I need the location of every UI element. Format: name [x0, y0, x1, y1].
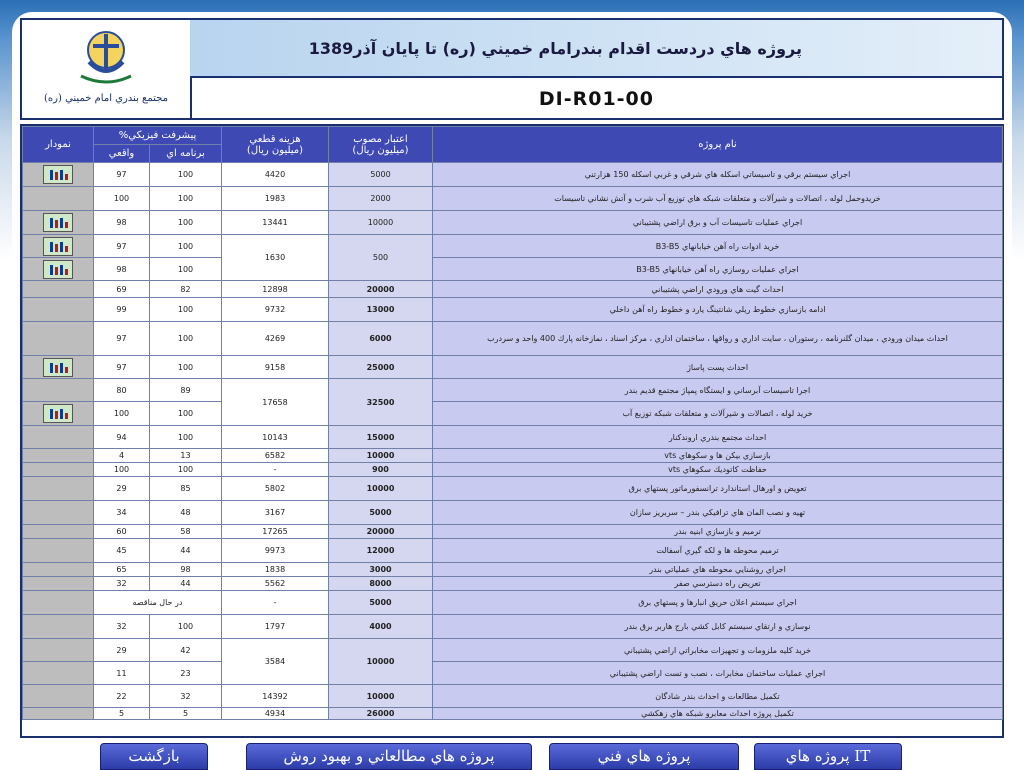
actual-progress-cell: 45	[94, 539, 150, 563]
project-name-cell: نوسازي و ارتقاي سيستم كابل كشي بارج هاربر برق بندر	[433, 615, 1003, 639]
credit-cell: 3000	[329, 563, 433, 577]
chart-cell	[23, 449, 94, 463]
chart-cell[interactable]	[23, 258, 94, 281]
final-cost-cell: 5562	[222, 577, 329, 591]
chart-cell	[23, 662, 94, 685]
final-cost-cell: -	[222, 463, 329, 477]
actual-progress-cell: 97	[94, 163, 150, 187]
final-cost-cell: 17658	[222, 379, 329, 426]
final-cost-cell: 4934	[222, 708, 329, 720]
project-name-cell: اجراي عمليات روسازي راه آهن خيابانهاي B3-B5	[433, 258, 1003, 281]
project-name-cell: تهيه و نصب المان هاي ترافيكي بندر – سربريز سازان	[433, 501, 1003, 525]
planned-progress-cell: 100	[150, 163, 222, 187]
planned-progress-cell: 32	[150, 685, 222, 708]
credit-cell: 500	[329, 235, 433, 281]
planned-progress-cell: 89	[150, 379, 222, 402]
final-cost-cell: 1838	[222, 563, 329, 577]
planned-progress-cell: 13	[150, 449, 222, 463]
back-button[interactable]: بازگشت	[100, 743, 208, 770]
actual-progress-cell: 11	[94, 662, 150, 685]
actual-progress-cell: 97	[94, 356, 150, 379]
final-cost-cell: 13441	[222, 211, 329, 235]
final-cost-cell: 4269	[222, 322, 329, 356]
col-planned-header: برنامه اي	[150, 145, 222, 163]
chart-cell	[23, 539, 94, 563]
title-bar	[190, 20, 1002, 78]
footer-nav	[20, 740, 1004, 768]
planned-progress-cell: 100	[150, 356, 222, 379]
chart-cell	[23, 615, 94, 639]
page-title: پروژه هاي دردست اقدام بندرامام خميني (ره) تا پايان آذر1389	[308, 38, 802, 58]
projects-table-wrap	[20, 124, 1004, 738]
bar-chart-icon[interactable]	[43, 358, 73, 377]
final-cost-cell: 3167	[222, 501, 329, 525]
actual-progress-cell: 98	[94, 211, 150, 235]
credit-cell: 8000	[329, 577, 433, 591]
planned-progress-cell: 44	[150, 539, 222, 563]
org-name: مجتمع بندري امام خميني (ره)	[44, 93, 168, 104]
credit-cell: 5000	[329, 501, 433, 525]
col-progress-header: %پيشرفت فيزيكي	[94, 127, 222, 145]
actual-progress-cell: 22	[94, 685, 150, 708]
final-cost-cell: 9973	[222, 539, 329, 563]
actual-progress-cell: 32	[94, 577, 150, 591]
projects-table-body	[23, 163, 1003, 720]
planned-progress-cell: 23	[150, 662, 222, 685]
col-credit-title: اعتبار مصوب	[353, 133, 408, 145]
credit-cell: 10000	[329, 477, 433, 501]
project-name-cell: اجرا تاسيسات آبرساني و ايستگاه پمپاژ مجتمع قديم بندر	[433, 379, 1003, 402]
chart-cell	[23, 426, 94, 449]
actual-progress-cell: 29	[94, 477, 150, 501]
actual-progress-cell: 32	[94, 615, 150, 639]
col-cost-title: هزينه قطعي	[249, 133, 301, 145]
bar-chart-icon[interactable]	[43, 237, 73, 256]
final-cost-cell: 9158	[222, 356, 329, 379]
technical-projects-button[interactable]: پروژه هاي فني	[549, 743, 739, 770]
final-cost-cell: 14392	[222, 685, 329, 708]
credit-cell: 13000	[329, 298, 433, 322]
planned-progress-cell: 48	[150, 501, 222, 525]
code-bar	[190, 80, 1002, 118]
credit-cell: 10000	[329, 685, 433, 708]
study-projects-button[interactable]: پروژه هاي مطالعاتي و بهبود روش	[246, 743, 532, 770]
col-cost-header	[222, 127, 329, 163]
table-row	[23, 662, 1003, 685]
project-name-cell: اجراي عمليات ساختمان مخابرات ، نصب و تست اراضي پشتيباني	[433, 662, 1003, 685]
project-name-cell: تعريض راه دسترسي صفر	[433, 577, 1003, 591]
table-row	[23, 539, 1003, 563]
table-row	[23, 402, 1003, 426]
project-name-cell: احداث ميدان ورودي ، ميدان گلنرنامه ، رستوران ، سايت اداري و رواقها ، ساختمان اداري ، مركز اسناد ، نمازخانه پارك 400 واحد و سردرب	[433, 322, 1003, 356]
col-name-header: نام پروژه	[433, 127, 1003, 163]
planned-progress-cell: 44	[150, 577, 222, 591]
bar-chart-icon[interactable]	[43, 260, 73, 279]
chart-cell[interactable]	[23, 402, 94, 426]
planned-progress-cell: 100	[150, 426, 222, 449]
final-cost-cell: 1797	[222, 615, 329, 639]
actual-progress-cell: 5	[94, 708, 150, 720]
table-row	[23, 211, 1003, 235]
final-cost-cell: 9732	[222, 298, 329, 322]
credit-cell: 10000	[329, 639, 433, 685]
table-row	[23, 187, 1003, 211]
actual-progress-cell: 94	[94, 426, 150, 449]
final-cost-cell: 3584	[222, 639, 329, 685]
chart-cell	[23, 525, 94, 539]
project-name-cell: ترميم محوطه ها و لكه گيري آسفالت	[433, 539, 1003, 563]
credit-cell: 10000	[329, 449, 433, 463]
table-row	[23, 298, 1003, 322]
project-name-cell: تكميل مطالعات و احداث بندر شادگان	[433, 685, 1003, 708]
chart-cell[interactable]	[23, 211, 94, 235]
bar-chart-icon[interactable]	[43, 404, 73, 423]
final-cost-cell: -	[222, 591, 329, 615]
table-row	[23, 685, 1003, 708]
col-chart-header: نمودار	[23, 127, 94, 163]
final-cost-cell: 10143	[222, 426, 329, 449]
final-cost-cell: 12898	[222, 281, 329, 298]
document-code: DI-R01-00	[538, 88, 654, 110]
table-row	[23, 477, 1003, 501]
chart-cell	[23, 322, 94, 356]
chart-cell	[23, 577, 94, 591]
final-cost-cell: 17265	[222, 525, 329, 539]
table-row	[23, 591, 1003, 615]
table-row	[23, 235, 1003, 258]
header	[20, 18, 1004, 120]
credit-cell: 900	[329, 463, 433, 477]
bar-chart-icon[interactable]	[43, 213, 73, 232]
chart-cell[interactable]	[23, 163, 94, 187]
project-name-cell: خريدوحمل لوله ، اتصالات و شيرآلات و متعلقات شبكه هاي توزيع آب شرب و آتش نشاني تاسيسات	[433, 187, 1003, 211]
project-name-cell: احداث پست پاساژ	[433, 356, 1003, 379]
table-row	[23, 379, 1003, 402]
credit-cell: 10000	[329, 211, 433, 235]
planned-progress-cell: 100	[150, 187, 222, 211]
col-credit-unit: (ميليون ريال)	[352, 144, 409, 156]
actual-progress-cell: 69	[94, 281, 150, 298]
planned-progress-cell: 5	[150, 708, 222, 720]
actual-progress-cell: 98	[94, 258, 150, 281]
table-row	[23, 563, 1003, 577]
project-name-cell: خريد لوله ، اتصالات و شيرآلات و متعلقات شبكه توزيع آب	[433, 402, 1003, 426]
planned-progress-cell: 42	[150, 639, 222, 662]
project-name-cell: خريد ادوات راه آهن خيابانهاي B3-B5	[433, 235, 1003, 258]
planned-progress-cell: 100	[150, 402, 222, 426]
credit-cell: 5000	[329, 163, 433, 187]
project-name-cell: اجراي سيستم اعلان حريق انبارها و پستهاي برق	[433, 591, 1003, 615]
final-cost-cell: 4420	[222, 163, 329, 187]
planned-progress-cell: 100	[150, 463, 222, 477]
table-row	[23, 501, 1003, 525]
table-row	[23, 615, 1003, 639]
table-row	[23, 525, 1003, 539]
actual-progress-cell: 34	[94, 501, 150, 525]
table-row	[23, 577, 1003, 591]
table-row	[23, 163, 1003, 187]
chart-cell	[23, 477, 94, 501]
project-name-cell: ادامه بازسازي خطوط ريلي شانتينگ يارد و خطوط راه آهن داخلي	[433, 298, 1003, 322]
table-row	[23, 449, 1003, 463]
table-row	[23, 356, 1003, 379]
actual-progress-cell: 29	[94, 639, 150, 662]
credit-cell: 20000	[329, 281, 433, 298]
project-name-cell: اجراي روشنايي محوطه هاي عملياتي بندر	[433, 563, 1003, 577]
table-row	[23, 708, 1003, 720]
planned-progress-cell: 100	[150, 322, 222, 356]
credit-cell: 20000	[329, 525, 433, 539]
actual-progress-cell: 100	[94, 463, 150, 477]
project-name-cell: اجراي سيستم برقي و تاسيساتي اسكله هاي شرقي و غربي اسكله 150 هزارتني	[433, 163, 1003, 187]
col-actual-header: واقعي	[94, 145, 150, 163]
chart-cell[interactable]	[23, 235, 94, 258]
actual-progress-cell: 4	[94, 449, 150, 463]
project-name-cell: حفاظت كاتوديك سكوهاي vts	[433, 463, 1003, 477]
chart-cell	[23, 187, 94, 211]
actual-progress-cell: 97	[94, 235, 150, 258]
project-name-cell: بازسازي بيكن ها و سكوهاي vts	[433, 449, 1003, 463]
final-cost-cell: 1983	[222, 187, 329, 211]
final-cost-cell: 5802	[222, 477, 329, 501]
credit-cell: 5000	[329, 591, 433, 615]
chart-cell	[23, 708, 94, 720]
final-cost-cell: 1630	[222, 235, 329, 281]
project-name-cell: ترميم و بازسازي ابنيه بندر	[433, 525, 1003, 539]
planned-progress-cell: 100	[150, 298, 222, 322]
table-row	[23, 639, 1003, 662]
table-row	[23, 463, 1003, 477]
credit-cell: 12000	[329, 539, 433, 563]
credit-cell: 15000	[329, 426, 433, 449]
actual-progress-cell: 80	[94, 379, 150, 402]
final-cost-cell: 6582	[222, 449, 329, 463]
col-cost-unit: (ميليون ريال)	[246, 144, 304, 156]
credit-cell: 4000	[329, 615, 433, 639]
planned-progress-cell: 58	[150, 525, 222, 539]
credit-cell: 26000	[329, 708, 433, 720]
table-row	[23, 258, 1003, 281]
it-projects-button[interactable]: پروژه هاي IT	[754, 743, 902, 770]
chart-cell	[23, 379, 94, 402]
chart-cell	[23, 639, 94, 662]
credit-cell: 25000	[329, 356, 433, 379]
actual-progress-cell: 97	[94, 322, 150, 356]
actual-progress-cell: 99	[94, 298, 150, 322]
table-row	[23, 281, 1003, 298]
chart-cell[interactable]	[23, 356, 94, 379]
planned-progress-cell: 100	[150, 211, 222, 235]
chart-cell	[23, 501, 94, 525]
actual-progress-cell: 60	[94, 525, 150, 539]
planned-progress-cell: 98	[150, 563, 222, 577]
status-cell: در حال مناقصه	[94, 591, 222, 615]
port-logo-icon	[71, 26, 141, 88]
credit-cell: 6000	[329, 322, 433, 356]
project-name-cell: تعويض و اورهال استاندارد ترانسفورماتور پستهاي برق	[433, 477, 1003, 501]
planned-progress-cell: 100	[150, 235, 222, 258]
projects-table	[22, 126, 1003, 720]
project-name-cell: اجراي عمليات تاسيسات آب و برق اراضي پشتيباني	[433, 211, 1003, 235]
planned-progress-cell: 85	[150, 477, 222, 501]
planned-progress-cell: 100	[150, 258, 222, 281]
planned-progress-cell: 82	[150, 281, 222, 298]
planned-progress-cell: 100	[150, 615, 222, 639]
chart-cell	[23, 281, 94, 298]
logo-cell	[22, 20, 192, 118]
chart-cell	[23, 298, 94, 322]
credit-cell: 32500	[329, 379, 433, 426]
table-row	[23, 322, 1003, 356]
chart-cell	[23, 591, 94, 615]
project-name-cell: تكميل پروژه احداث معابرو شبكه هاي زهكشي	[433, 708, 1003, 720]
project-name-cell: احداث مجتمع بندري اروندكنار	[433, 426, 1003, 449]
col-credit-header	[329, 127, 433, 163]
actual-progress-cell: 100	[94, 187, 150, 211]
credit-cell: 2000	[329, 187, 433, 211]
chart-cell	[23, 463, 94, 477]
project-name-cell: خريد كليه ملزومات و تجهيزات مخابراتي اراضي پشتيباني	[433, 639, 1003, 662]
chart-cell	[23, 563, 94, 577]
bar-chart-icon[interactable]	[43, 165, 73, 184]
chart-cell	[23, 685, 94, 708]
table-row	[23, 426, 1003, 449]
project-name-cell: احداث گيت هاي ورودي اراضي پشتيباني	[433, 281, 1003, 298]
actual-progress-cell: 100	[94, 402, 150, 426]
actual-progress-cell: 65	[94, 563, 150, 577]
